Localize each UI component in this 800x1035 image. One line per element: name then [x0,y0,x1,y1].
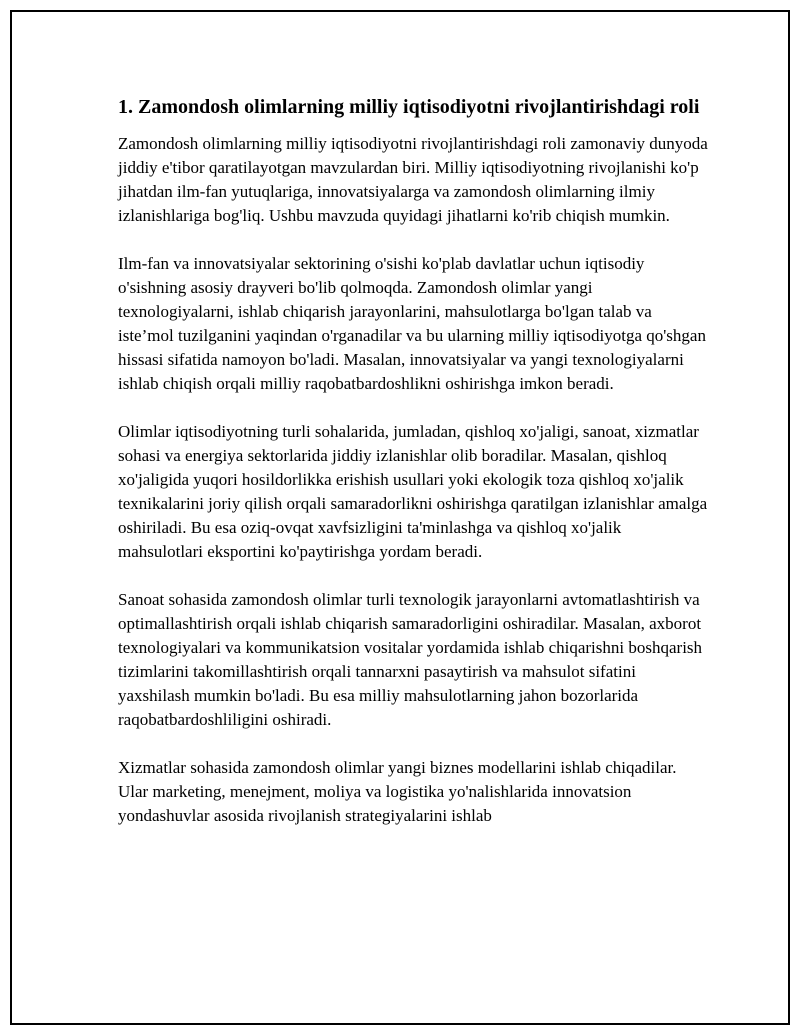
paragraph-1: Zamondosh olimlarning milliy iqtisodiyotni rivojlantirishdagi roli zamonaviy dunyoda jiddiy e'tibor qaratilayotgan mavzulardan biri. Milliy iqtisodiyotning rivojlanishi ko'p jihatdan ilm-fan yutuqlariga, innovatsiyalarga va zamondosh olimlarning ilmiy izlanishlariga bog'liq. Ushbu mavzuda quyidagi jihatlarni ko'rib chiqish mumkin. [118,134,708,225]
paragraph-4: Sanoat sohasida zamondosh olimlar turli texnologik jarayonlarni avtomatlashtirish va optimallashtirish orqali ishlab chiqarish samaradorligini oshiradilar. Masalan, axborot texnologiyalari va kommunikatsion vositalar yordamida ishlab chiqarishni boshqarish tizimlarini takomillashtirish orqali tannarxni pasaytirish va mahsulot sifatini yaxshilash mumkin bo'ladi. Bu esa milliy mahsulotlarning jahon bozorlarida raqobatbardoshliligini oshiradi. [118,590,703,729]
paragraph-3: Olimlar iqtisodiyotning turli sohalarida, jumladan, qishloq xo'jaligi, sanoat, xizmatlar sohasi va energiya sektorlarida jiddiy izlanishlar olib boradilar. Masalan, qishloq xo'jaligida yuqori hosildorlikka erishish usullari yoki ekologik toza qishloq xo'jalik texnikalarini joriy qilish orqali samaradorlikni oshirishga qaratilgan izlanishlar amalga oshiriladi. Bu esa oziq-ovqat xavfsizligini ta'minlashga va qishloq xo'jalik mahsulotlari eksportini ko'paytirishga yordam beradi. [118,422,708,561]
document-title: 1. Zamondosh olimlarning milliy iqtisodiyotni rivojlantirishdagi roli [118,96,700,118]
document-body [118,94,708,852]
paragraph-5: Xizmatlar sohasida zamondosh olimlar yangi biznes modellarini ishlab chiqadilar. Ular marketing, menejment, moliya va logistika yo'nalishlarida innovatsion yondashuvlar asosida rivojlanish strategiyalarini ishlab [118,758,677,825]
paragraph-2: Ilm-fan va innovatsiyalar sektorining o'sishi ko'plab davlatlar uchun iqtisodiy o'sishning asosiy drayveri bo'lib qolmoqda. Zamondosh olimlar yangi texnologiyalarni, ishlab chiqarish jarayonlarini, mahsulotlarga bo'lgan talab va iste’mol tuzilganini yaqindan o'rganadilar va bu ularning milliy iqtisodiyotga qo'shgan hissasi sifatida namoyon bo'ladi. Masalan, innovatsiyalar va yangi texnologiyalarni ishlab chiqish orqali milliy raqobatbardoshlikni oshirishga imkon beradi. [118,254,706,393]
